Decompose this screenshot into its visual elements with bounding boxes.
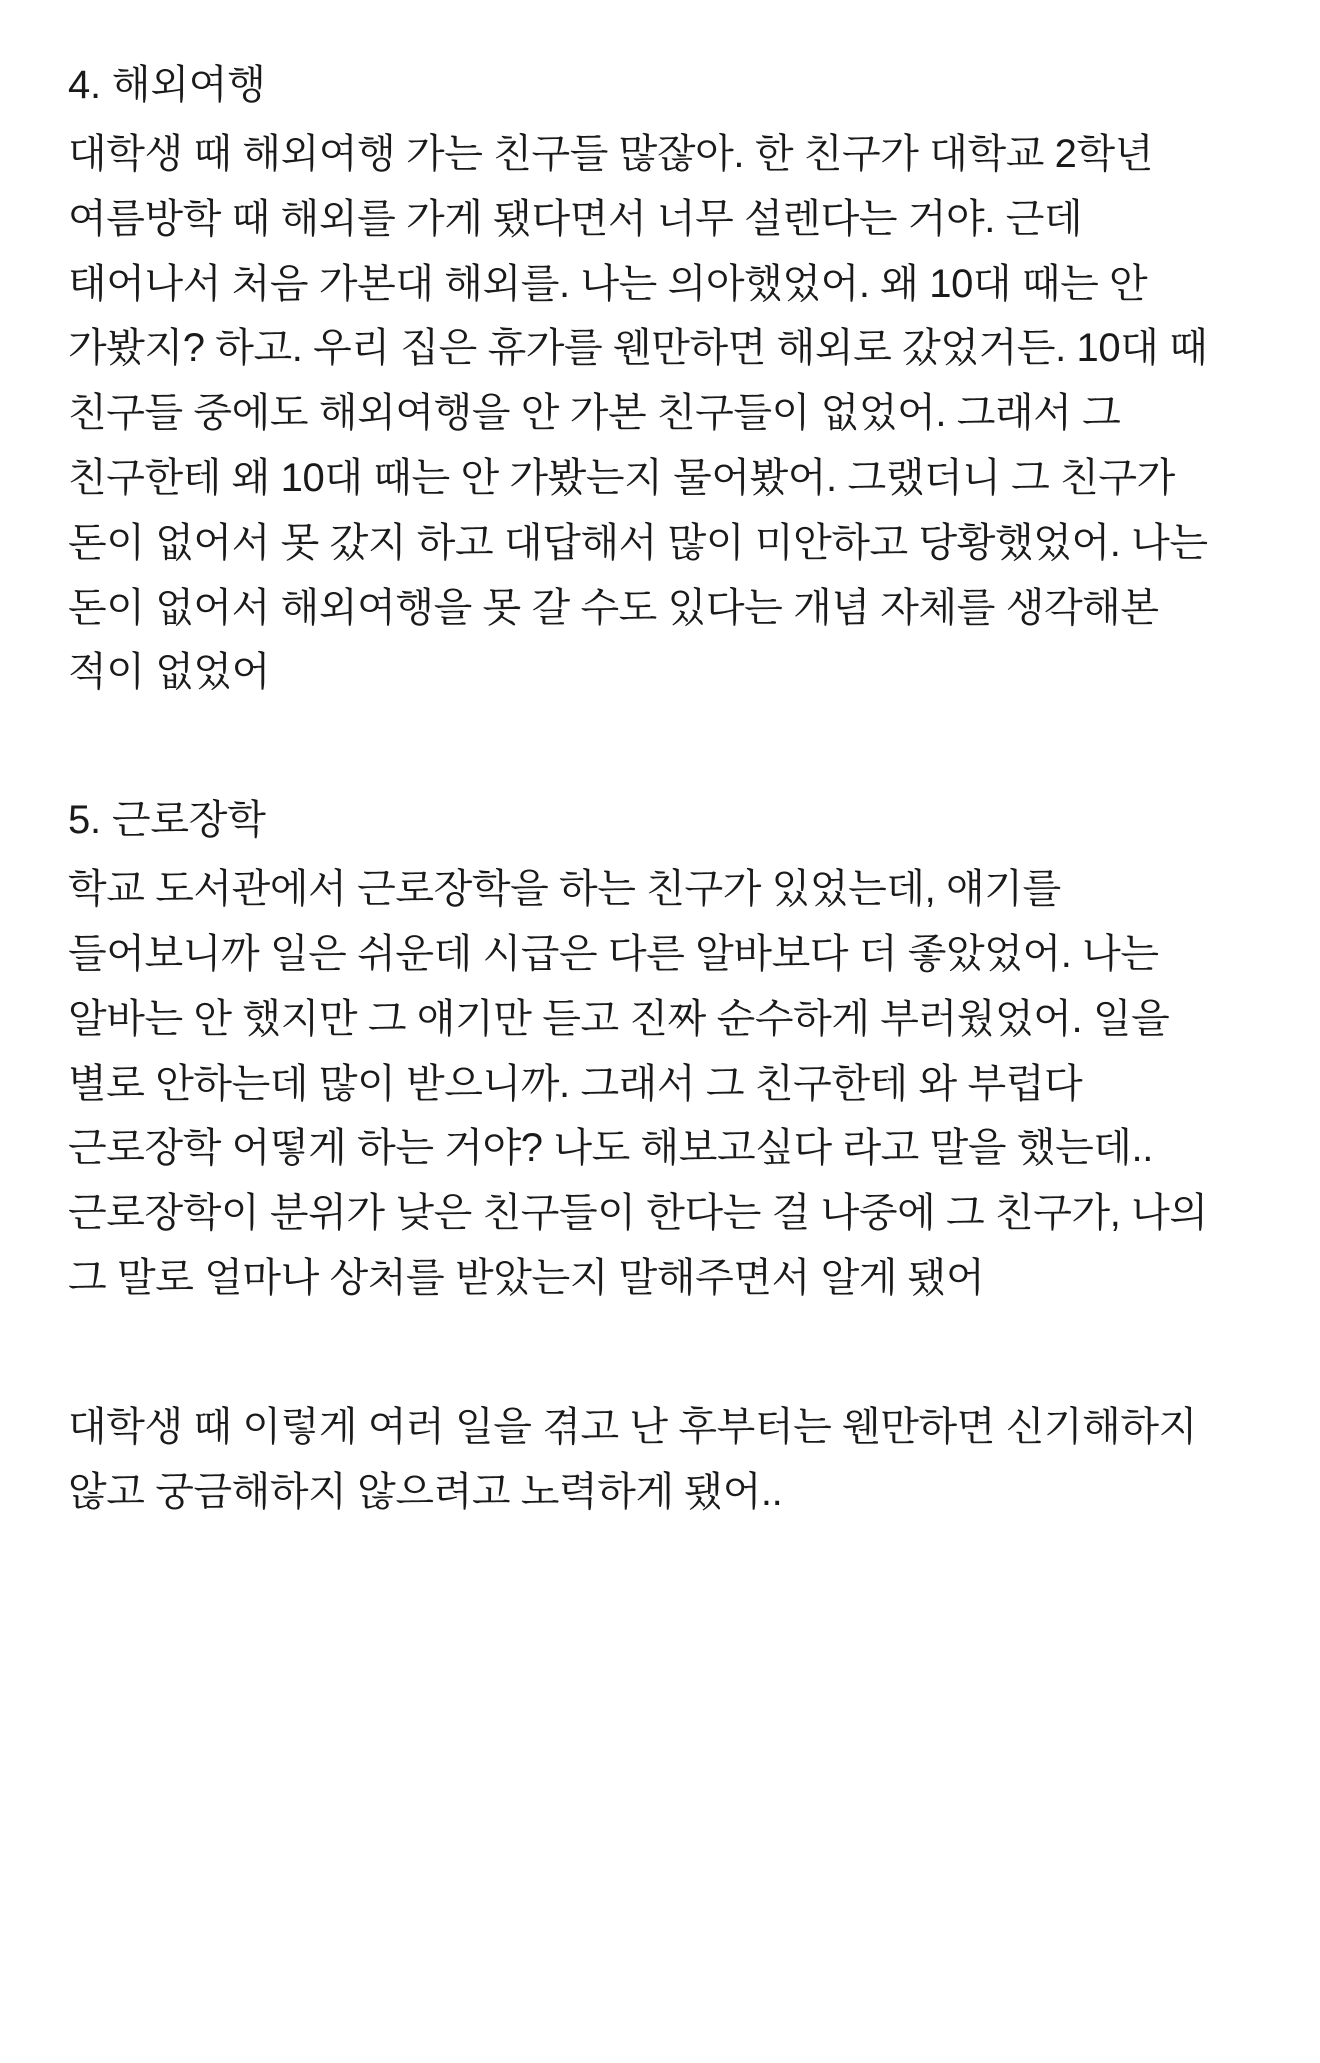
section-overseas-travel (68, 54, 1242, 705)
section-body: 대학생 때 해외여행 가는 친구들 많잖아. 한 친구가 대학교 2학년 여름방학 때 해외를 가게 됐다면서 너무 설렌다는 거야. 근데 태어나서 처음 가본대 해외를. 나는 의아했었어. 왜 10대 때는 안 가봤지? 하고. 우리 집은 휴가를 웬만하면 해외로 갔었거든. 10대 때 친구들 중에도 해외여행을 안 가본 친구들이 없었어. 그래서 그 친구한테 왜 10대 때는 안 가봤는지 물어봤어. 그랬더니 그 친구가 돈이 없어서 못 갔지 하고 대답해서 많이 미안하고 당황했었어. 나는 돈이 없어서 해외여행을 못 갈 수도 있다는 개념 자체를 생각해본 적이 없었어 (68, 132, 1219, 695)
closing-paragraph (68, 1395, 1242, 1525)
section-body: 학교 도서관에서 근로장학을 하는 친구가 있었는데, 얘기를 들어보니까 일은 쉬운데 시급은 다른 알바보다 더 좋았었어. 나는 알바는 안 했지만 그 얘기만 듣고 진짜 순수하게 부러웠었어. 일을 별로 안하는데 많이 받으니까. 그래서 그 친구한테 와 부럽다 근로장학 어떻게 하는 거야? 나도 해보고싶다 라고 말을 했는데.. 근로장학이 분위가 낮은 친구들이 한다는 걸 나중에 그 친구가, 나의 그 말로 얼마나 상처를 받았는지 말해주면서 알게 됐어 (68, 867, 1219, 1300)
section-work-study-scholarship (68, 789, 1242, 1311)
section-heading: 4. 해외여행 (68, 63, 266, 107)
closing-text: 대학생 때 이렇게 여러 일을 겪고 난 후부터는 웬만하면 신기해하지 않고 궁금해하지 않으려고 노력하게 됐어.. (68, 1404, 1208, 1514)
section-heading: 5. 근로장학 (68, 798, 266, 843)
